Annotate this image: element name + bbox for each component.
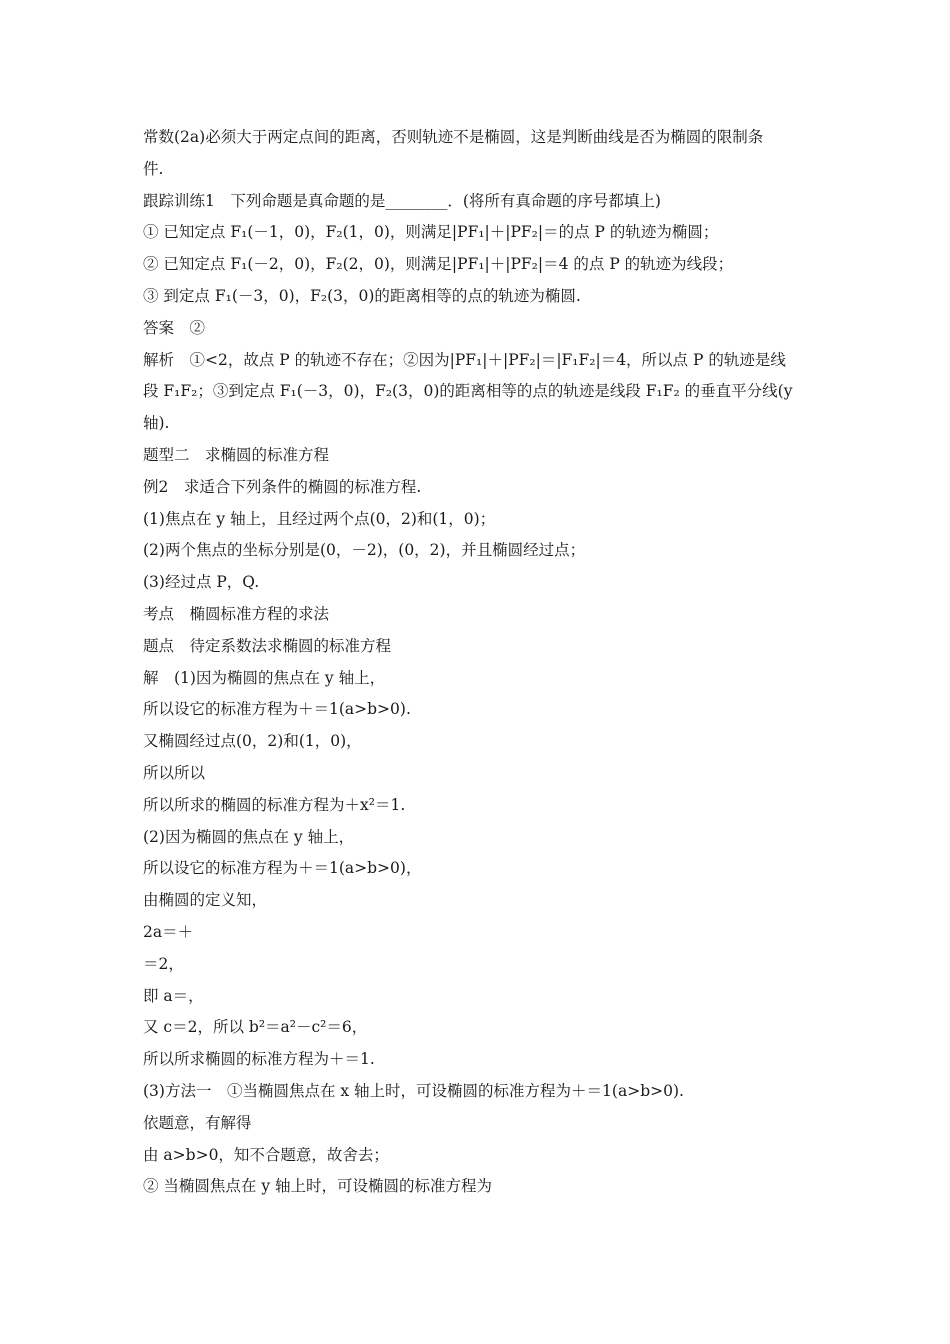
solution-line: 又 c＝2，所以 b²＝a²－c²＝6， [143, 1018, 368, 1037]
solution-line: (3)方法一 ①当椭圆焦点在 x 轴上时，可设椭圆的标准方程为＋＝1(a>b>0). [143, 1081, 684, 1100]
solution-line: ② 当椭圆焦点在 y 轴上时，可设椭圆的标准方程为 [143, 1177, 493, 1196]
condition-2: (2)两个焦点的坐标分别是(0，－2)，(0，2)，并且椭圆经过点； [143, 541, 586, 560]
subtopic-line: 题点 待定系数法求椭圆的标准方程 [143, 636, 392, 655]
proposition-1: ① 已知定点 F₁(－1，0)，F₂(1，0)，则满足|PF₁|＋|PF₂|＝的点 P 的轨迹为椭圆； [143, 223, 719, 242]
solution-line: 所以所求的椭圆的标准方程为＋x²＝1. [143, 795, 406, 814]
analysis-line: 解析 ①<2，故点 P 的轨迹不存在；②因为|PF₁|＋|PF₂|＝|F₁F₂|＝4，所以点 P 的轨迹是线 [143, 350, 786, 369]
proposition-2: ② 已知定点 F₁(－2，0)，F₂(2，0)，则满足|PF₁|＋|PF₂|＝4 的点 P 的轨迹为线段； [143, 255, 734, 274]
analysis-line: 段 F₁F₂；③到定点 F₁(－3，0)，F₂(3，0)的距离相等的点的轨迹是线段 F₁F₂ 的垂直平分线(y [143, 382, 793, 401]
solution-line: 又椭圆经过点(0，2)和(1，0)， [143, 732, 362, 751]
condition-1: (1)焦点在 y 轴上，且经过两个点(0，2)和(1，0)； [143, 509, 496, 528]
proposition-3: ③ 到定点 F₁(－3，0)，F₂(3，0)的距离相等的点的轨迹为椭圆. [143, 286, 581, 305]
solution-line: ＝2， [143, 954, 184, 973]
solution-line: 由椭圆的定义知， [143, 891, 268, 910]
exercise-heading: 跟踪训练1 下列命题是真命题的是________．(将所有真命题的序号都填上) [143, 191, 661, 210]
example-heading: 例2 求适合下列条件的椭圆的标准方程. [143, 477, 422, 496]
document-body [143, 122, 815, 1203]
solution-line: 即 a＝， [143, 986, 204, 1005]
text-line: 常数(2a)必须大于两定点间的距离，否则轨迹不是椭圆，这是判断曲线是否为椭圆的限制条 [143, 128, 764, 146]
solution-line: 所以所求椭圆的标准方程为＋＝1. [143, 1050, 375, 1069]
solution-line: 依题意，有解得 [143, 1113, 252, 1132]
solution-line: (2)因为椭圆的焦点在 y 轴上， [143, 827, 355, 846]
solution-line: 2a＝＋ [143, 922, 194, 941]
analysis-line: 轴). [143, 414, 170, 433]
answer-line: 答案 ② [143, 318, 206, 337]
solution-line: 由 a>b>0，知不合题意，故舍去； [143, 1145, 389, 1164]
solution-line: 解 (1)因为椭圆的焦点在 y 轴上， [143, 668, 386, 687]
text-line: 件. [143, 159, 164, 178]
solution-line: 所以设它的标准方程为＋＝1(a>b>0)， [143, 859, 422, 878]
solution-line: 所以所以 [143, 763, 206, 782]
condition-3: (3)经过点 P，Q. [143, 573, 260, 592]
section-heading: 题型二 求椭圆的标准方程 [143, 445, 330, 464]
topic-line: 考点 椭圆标准方程的求法 [143, 604, 330, 623]
solution-line: 所以设它的标准方程为＋＝1(a>b>0). [143, 700, 411, 719]
